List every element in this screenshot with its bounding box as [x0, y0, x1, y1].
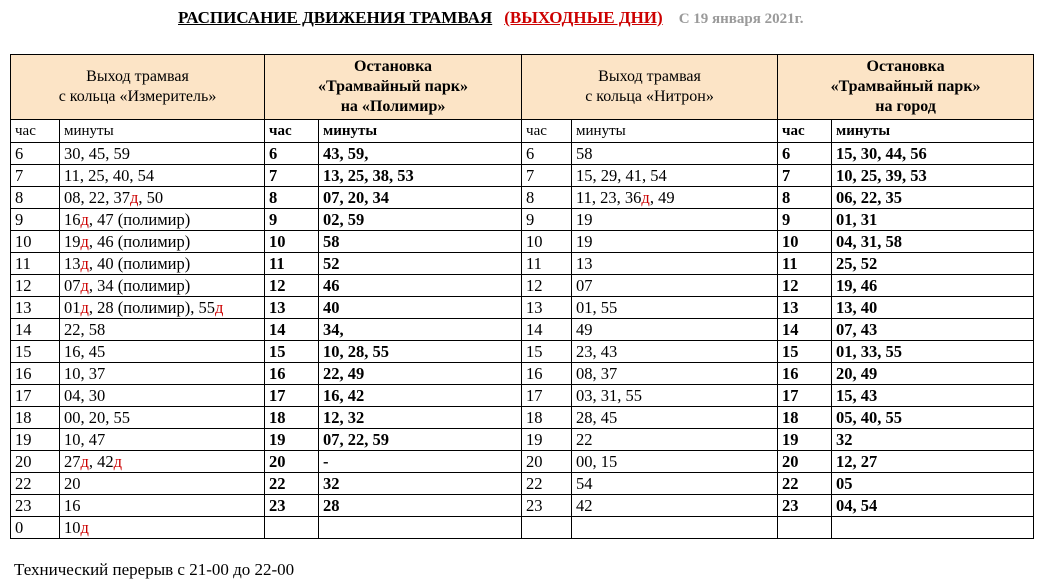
minutes-cell: 08, 22, 37д, 50 [60, 187, 265, 209]
hour-cell: 16 [778, 363, 832, 385]
hour-cell: 18 [778, 407, 832, 429]
minutes-cell: 03, 31, 55 [572, 385, 778, 407]
hour-cell: 0 [11, 517, 60, 539]
minutes-cell: 28, 45 [572, 407, 778, 429]
hour-cell: 10 [11, 231, 60, 253]
column-header-4: Остановка «Трамвайный парк» на город [778, 55, 1034, 120]
minutes-cell: 05, 40, 55 [832, 407, 1034, 429]
table-row [11, 187, 1034, 209]
table-row [11, 231, 1034, 253]
hour-cell: 10 [265, 231, 319, 253]
minutes-cell [319, 517, 522, 539]
minutes-cell: 07 [572, 275, 778, 297]
hour-cell: 9 [11, 209, 60, 231]
hour-cell: 9 [265, 209, 319, 231]
minutes-cell: 20 [60, 473, 265, 495]
minutes-cell: 11, 25, 40, 54 [60, 165, 265, 187]
minutes-cell: 34, [319, 319, 522, 341]
table-row [11, 495, 1034, 517]
hour-cell: 7 [522, 165, 572, 187]
minutes-cell: 01д, 28 (полимир), 55д [60, 297, 265, 319]
hour-cell: 18 [265, 407, 319, 429]
table-row [11, 429, 1034, 451]
minutes-cell: 30, 45, 59 [60, 143, 265, 165]
hour-cell: 17 [778, 385, 832, 407]
depot-marker: д [80, 209, 89, 229]
hour-label: час [522, 120, 572, 143]
hour-cell: 16 [522, 363, 572, 385]
minutes-cell: 08, 37 [572, 363, 778, 385]
hour-cell: 13 [11, 297, 60, 319]
minutes-cell: 49 [572, 319, 778, 341]
minutes-cell: 20, 49 [832, 363, 1034, 385]
hour-cell: 12 [11, 275, 60, 297]
hour-cell: 22 [778, 473, 832, 495]
minutes-label: минуты [60, 120, 265, 143]
hour-cell: 15 [778, 341, 832, 363]
minutes-cell: 10д [60, 517, 265, 539]
minutes-cell [832, 517, 1034, 539]
minutes-cell: 19д, 46 (полимир) [60, 231, 265, 253]
minutes-cell: 06, 22, 35 [832, 187, 1034, 209]
minutes-cell: 23, 43 [572, 341, 778, 363]
hour-cell: 23 [11, 495, 60, 517]
minutes-cell: 42 [572, 495, 778, 517]
table-row [11, 253, 1034, 275]
hour-cell: 22 [11, 473, 60, 495]
hour-cell: 8 [522, 187, 572, 209]
minutes-label: минуты [832, 120, 1034, 143]
hour-cell: 8 [778, 187, 832, 209]
depot-marker: д [641, 187, 650, 207]
hour-label: час [265, 120, 319, 143]
hour-cell: 13 [522, 297, 572, 319]
depot-marker: д [80, 231, 89, 251]
depot-marker: д [80, 517, 89, 537]
table-row [11, 517, 1034, 539]
table-row [11, 363, 1034, 385]
minutes-cell: 22, 58 [60, 319, 265, 341]
depot-marker: д [113, 451, 123, 471]
hour-cell: 8 [265, 187, 319, 209]
minutes-cell: 12, 27 [832, 451, 1034, 473]
minutes-cell: 15, 29, 41, 54 [572, 165, 778, 187]
hour-cell: 9 [522, 209, 572, 231]
hour-cell: 18 [11, 407, 60, 429]
table-row [11, 275, 1034, 297]
table-row [11, 209, 1034, 231]
minutes-cell: 12, 32 [319, 407, 522, 429]
hour-cell: 17 [265, 385, 319, 407]
table-row [11, 407, 1034, 429]
column-header-2: Остановка «Трамвайный парк» на «Полимир» [265, 55, 522, 120]
column-header-3: Выход трамвая с кольца «Нитрон» [522, 55, 778, 120]
hour-cell: 8 [11, 187, 60, 209]
minutes-cell: 01, 31 [832, 209, 1034, 231]
hour-cell: 16 [265, 363, 319, 385]
minutes-cell: 10, 37 [60, 363, 265, 385]
hour-cell [522, 517, 572, 539]
minutes-cell: 40 [319, 297, 522, 319]
hour-cell: 7 [778, 165, 832, 187]
minutes-cell: 28 [319, 495, 522, 517]
hour-cell: 6 [778, 143, 832, 165]
minutes-cell: 10, 28, 55 [319, 341, 522, 363]
hour-cell: 6 [265, 143, 319, 165]
minutes-cell: 16 [60, 495, 265, 517]
hour-cell: 9 [778, 209, 832, 231]
minutes-cell: 02, 59 [319, 209, 522, 231]
table-row [11, 143, 1034, 165]
hour-cell: 15 [522, 341, 572, 363]
minutes-cell: 10, 25, 39, 53 [832, 165, 1034, 187]
minutes-cell: 32 [832, 429, 1034, 451]
hour-cell: 7 [11, 165, 60, 187]
table-row [11, 385, 1034, 407]
hour-cell: 20 [11, 451, 60, 473]
minutes-cell: 00, 15 [572, 451, 778, 473]
minutes-cell: 16, 42 [319, 385, 522, 407]
hour-cell: 22 [522, 473, 572, 495]
minutes-label: минуты [572, 120, 778, 143]
hour-cell: 6 [11, 143, 60, 165]
minutes-cell: 58 [572, 143, 778, 165]
minutes-label: минуты [319, 120, 522, 143]
minutes-cell: 22, 49 [319, 363, 522, 385]
minutes-cell: 25, 52 [832, 253, 1034, 275]
hour-cell: 11 [11, 253, 60, 275]
minutes-cell: 11, 23, 36д, 49 [572, 187, 778, 209]
hour-cell: 11 [778, 253, 832, 275]
hour-cell: 12 [265, 275, 319, 297]
minutes-cell: 13, 25, 38, 53 [319, 165, 522, 187]
minutes-cell: 15, 43 [832, 385, 1034, 407]
minutes-cell: 19 [572, 231, 778, 253]
minutes-cell: 54 [572, 473, 778, 495]
depot-marker: д [80, 253, 89, 273]
minutes-cell: 13 [572, 253, 778, 275]
hour-cell: 13 [778, 297, 832, 319]
hour-cell: 12 [778, 275, 832, 297]
hour-cell: 6 [522, 143, 572, 165]
hour-cell: 20 [265, 451, 319, 473]
hour-cell: 14 [522, 319, 572, 341]
hour-cell: 20 [522, 451, 572, 473]
minutes-cell: 10, 47 [60, 429, 265, 451]
minutes-cell: 13д, 40 (полимир) [60, 253, 265, 275]
hour-cell: 14 [11, 319, 60, 341]
hour-cell: 15 [265, 341, 319, 363]
hour-cell: 11 [265, 253, 319, 275]
hour-cell: 19 [11, 429, 60, 451]
minutes-cell: 46 [319, 275, 522, 297]
minutes-cell: 05 [832, 473, 1034, 495]
minutes-cell: 07, 22, 59 [319, 429, 522, 451]
schedule-title [178, 8, 803, 36]
table-row [11, 473, 1034, 495]
schedule-table [10, 54, 1034, 539]
hour-cell: 17 [522, 385, 572, 407]
depot-marker: д [80, 275, 89, 295]
hour-cell: 10 [778, 231, 832, 253]
depot-marker: д [130, 187, 139, 207]
hour-cell: 19 [265, 429, 319, 451]
depot-marker: д [214, 297, 224, 317]
minutes-cell: 43, 59, [319, 143, 522, 165]
hour-cell: 14 [265, 319, 319, 341]
hour-cell: 17 [11, 385, 60, 407]
column-header-row [11, 55, 1034, 120]
depot-marker: д [80, 451, 89, 471]
minutes-cell: 19, 46 [832, 275, 1034, 297]
table-row [11, 297, 1034, 319]
minutes-cell: 07д, 34 (полимир) [60, 275, 265, 297]
minutes-cell: 07, 43 [832, 319, 1034, 341]
minutes-cell: 52 [319, 253, 522, 275]
subheader-row [11, 120, 1034, 143]
hour-cell: 10 [522, 231, 572, 253]
hour-cell: 14 [778, 319, 832, 341]
hour-cell: 23 [265, 495, 319, 517]
minutes-cell: 04, 31, 58 [832, 231, 1034, 253]
hour-cell: 11 [522, 253, 572, 275]
table-row [11, 341, 1034, 363]
hour-cell: 16 [11, 363, 60, 385]
technical-break-note: Технический перерыв с 21-00 до 22-00 [14, 560, 295, 579]
minutes-cell: 01, 55 [572, 297, 778, 319]
hour-label: час [778, 120, 832, 143]
minutes-cell: 04, 54 [832, 495, 1034, 517]
minutes-cell: 32 [319, 473, 522, 495]
hour-label: час [11, 120, 60, 143]
minutes-cell: 22 [572, 429, 778, 451]
hour-cell: 22 [265, 473, 319, 495]
hour-cell: 7 [265, 165, 319, 187]
column-header-1: Выход трамвая с кольца «Измеритель» [11, 55, 265, 120]
minutes-cell: 27д, 42д [60, 451, 265, 473]
hour-cell: 20 [778, 451, 832, 473]
minutes-cell: 13, 40 [832, 297, 1034, 319]
table-row [11, 165, 1034, 187]
minutes-cell: 16д, 47 (полимир) [60, 209, 265, 231]
hour-cell [265, 517, 319, 539]
minutes-cell: - [319, 451, 522, 473]
table-row [11, 451, 1034, 473]
hour-cell: 13 [265, 297, 319, 319]
title-effective-date: С 19 января 2021г. [678, 11, 804, 27]
minutes-cell: 01, 33, 55 [832, 341, 1034, 363]
minutes-cell [572, 517, 778, 539]
title-weekend-label: (ВЫХОДНЫЕ ДНИ) [504, 8, 663, 27]
hour-cell: 23 [778, 495, 832, 517]
minutes-cell: 58 [319, 231, 522, 253]
hour-cell [778, 517, 832, 539]
hour-cell: 23 [522, 495, 572, 517]
depot-marker: д [80, 297, 89, 317]
hour-cell: 12 [522, 275, 572, 297]
minutes-cell: 00, 20, 55 [60, 407, 265, 429]
minutes-cell: 16, 45 [60, 341, 265, 363]
hour-cell: 19 [522, 429, 572, 451]
table-row [11, 319, 1034, 341]
title-main: РАСПИСАНИЕ ДВИЖЕНИЯ ТРАМВАЯ [178, 8, 493, 27]
minutes-cell: 19 [572, 209, 778, 231]
hour-cell: 15 [11, 341, 60, 363]
minutes-cell: 04, 30 [60, 385, 265, 407]
minutes-cell: 07, 20, 34 [319, 187, 522, 209]
minutes-cell: 15, 30, 44, 56 [832, 143, 1034, 165]
hour-cell: 18 [522, 407, 572, 429]
hour-cell: 19 [778, 429, 832, 451]
